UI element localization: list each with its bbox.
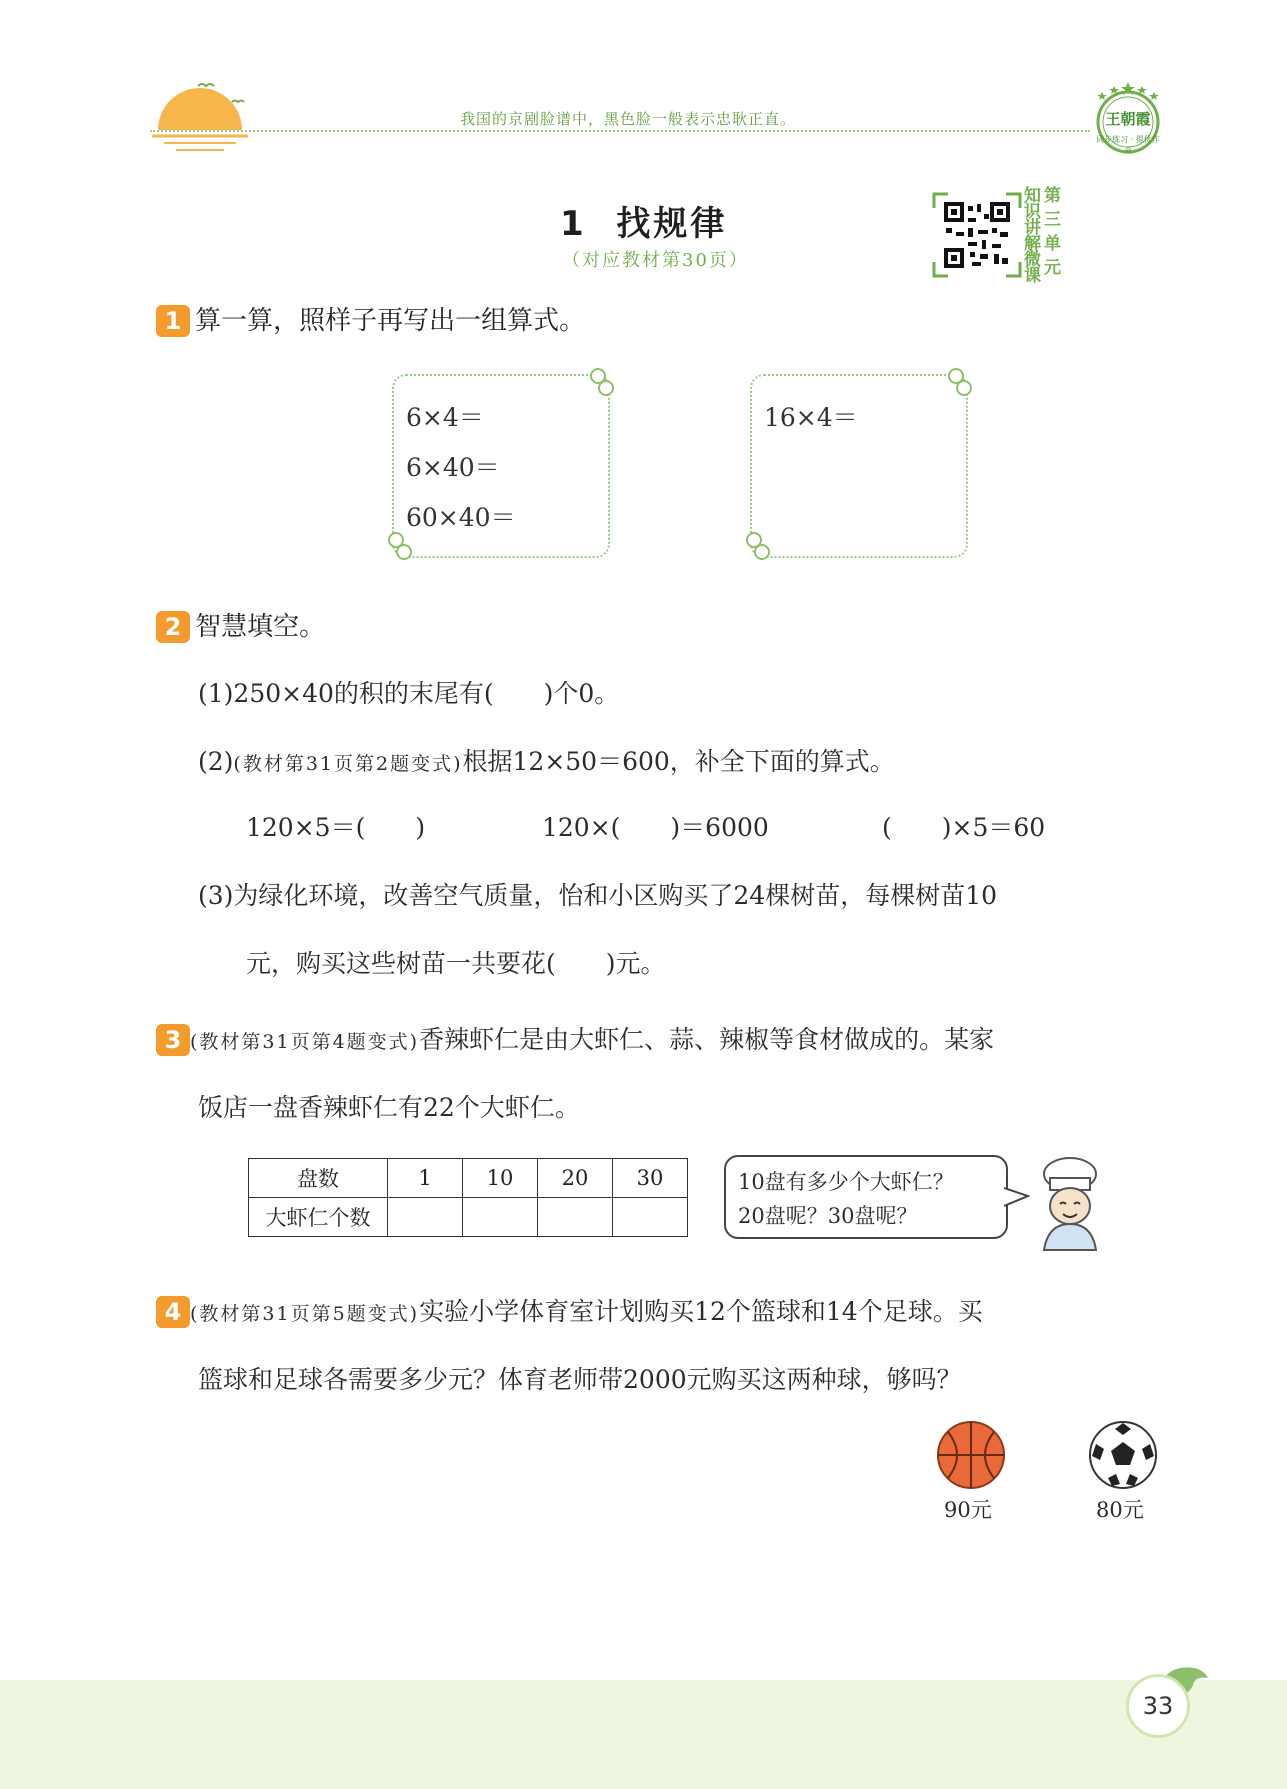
footer-band: [0, 1680, 1287, 1789]
qr-char: 微: [1024, 250, 1041, 270]
bubble-tail: [1004, 1186, 1030, 1214]
table-answer-cell[interactable]: [388, 1198, 463, 1237]
qr-code-icon: [932, 192, 1022, 278]
qr-char: 课: [1024, 266, 1041, 286]
q2-part2-text: 根据12×50＝600，补全下面的算式。: [462, 747, 895, 776]
question-2-prompt: 智慧填空。: [195, 612, 326, 642]
chef-icon: [1030, 1152, 1110, 1256]
table-header-cell: 10: [463, 1159, 538, 1198]
question-3-header: [156, 1020, 994, 1056]
basketball-icon: [936, 1420, 1006, 1494]
bubble-line1: 10盘有多少个大虾仁？: [738, 1170, 954, 1194]
ring-icon: [754, 544, 770, 560]
table-row-label: 大虾仁个数: [249, 1198, 388, 1237]
football-icon: [1088, 1420, 1158, 1494]
qr-char: 讲: [1024, 218, 1041, 238]
ring-icon: [956, 380, 972, 396]
table-header-cell: 20: [538, 1159, 613, 1198]
brand-badge: [1088, 78, 1168, 158]
question-4-header: [156, 1292, 983, 1328]
title-number: 1: [560, 204, 587, 244]
q2-part1: (1)250×40的积的末尾有( )个0。: [198, 679, 620, 708]
question-3-number: 3: [156, 1024, 190, 1056]
question-1-prompt: 算一算，照样子再写出一组算式。: [195, 306, 586, 336]
q4-source: (教材第31页第5题变式): [190, 1303, 420, 1325]
header-quote: 我国的京剧脸谱中，黑色脸一般表示忠耿正直。: [460, 110, 797, 128]
q2-part2: [198, 742, 895, 778]
table-answer-cell[interactable]: [538, 1198, 613, 1237]
speech-bubble: [724, 1155, 1008, 1239]
question-2-header: [156, 606, 325, 643]
qr-char: 单: [1044, 234, 1061, 254]
table-header-cell: 30: [613, 1159, 688, 1198]
table-row: [249, 1198, 688, 1237]
q2-equation[interactable]: 120×( )＝6000: [542, 813, 769, 842]
question-2-number: 2: [156, 611, 190, 643]
brand-subtitle: 同步练习 · 提优作业: [1096, 135, 1160, 155]
header-divider: [150, 130, 1090, 132]
qr-char: 三: [1044, 210, 1061, 230]
qr-char: 元: [1044, 258, 1061, 278]
brand-name: 王朝霞: [1105, 110, 1151, 128]
question-1-header: [156, 300, 585, 337]
table-answer-cell[interactable]: [463, 1198, 538, 1237]
football-price: 80元: [1096, 1498, 1144, 1522]
q2-part3-line2[interactable]: 元，购买这些树苗一共要花( )元。: [246, 949, 666, 978]
q3-table: [248, 1158, 688, 1237]
ring-icon: [396, 544, 412, 560]
q3-text1: 香辣虾仁是由大虾仁、蒜、辣椒等食材做成的。某家: [419, 1025, 995, 1054]
title-text: 找规律: [616, 204, 728, 244]
qr-caption: [1024, 188, 1064, 288]
sun-logo-icon: [150, 80, 250, 155]
q1-expr: 6×4＝: [406, 403, 484, 432]
qr-char: 识: [1024, 202, 1041, 222]
question-4-number: 4: [156, 1296, 190, 1328]
q2-part3-line1: (3)为绿化环境，改善空气质量，怡和小区购买了24棵树苗，每棵树苗10: [198, 881, 998, 910]
qr-caption-col1: [1024, 188, 1042, 284]
q3-text2: 饭店一盘香辣虾仁有22个大虾仁。: [198, 1093, 580, 1122]
qr-char: 第: [1044, 186, 1061, 206]
q3-source: (教材第31页第4题变式): [190, 1031, 420, 1053]
q1-answer-box[interactable]: [750, 374, 968, 558]
q1-expr: 60×40＝: [406, 503, 516, 532]
page-number: 33: [1126, 1674, 1190, 1738]
question-1-number: 1: [156, 305, 190, 337]
qr-code[interactable]: [932, 192, 1022, 278]
table-answer-cell[interactable]: [613, 1198, 688, 1237]
q2-part2-source: (教材第31页第2题变式): [233, 753, 463, 775]
ring-icon: [598, 380, 614, 396]
q4-text1: 实验小学体育室计划购买12个篮球和14个足球。买: [419, 1297, 983, 1326]
table-row: [249, 1159, 688, 1198]
q2-part2-prefix: (2): [198, 747, 234, 776]
q2-equation[interactable]: 120×5＝( ): [246, 813, 426, 842]
q1-answer-expr: 16×4＝: [764, 403, 858, 432]
table-header-cell: 1: [388, 1159, 463, 1198]
q2-equation[interactable]: ( )×5＝60: [882, 813, 1046, 842]
bubble-line2: 20盘呢？30盘呢？: [738, 1204, 918, 1228]
qr-char: 知: [1024, 186, 1041, 206]
page-title: [560, 196, 727, 245]
table-header-cell: 盘数: [249, 1159, 388, 1198]
q1-expr: 6×40＝: [406, 453, 500, 482]
qr-caption-col2: [1044, 188, 1062, 284]
qr-char: 解: [1024, 234, 1041, 254]
q4-text2: 篮球和足球各需要多少元？体育老师带2000元购买这两种球，够吗？: [198, 1365, 962, 1394]
q1-example-box: [392, 374, 610, 558]
page-subtitle: （对应教材第30页）: [562, 250, 749, 271]
basketball-price: 90元: [944, 1498, 992, 1522]
